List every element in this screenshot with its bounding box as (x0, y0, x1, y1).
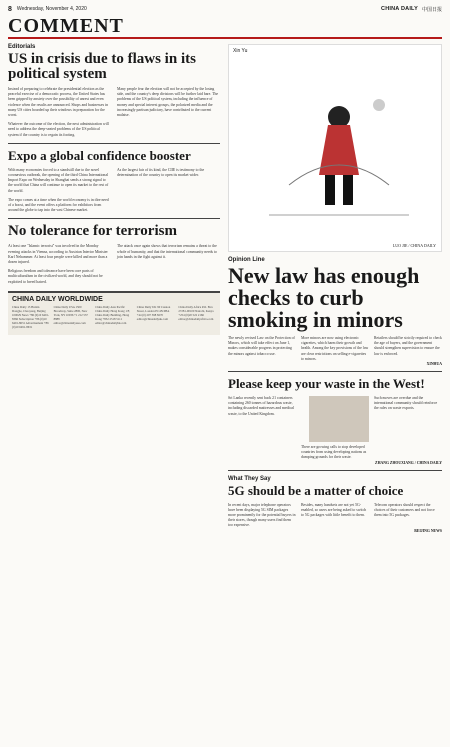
publication-name: CHINA DAILY (381, 6, 418, 12)
editorial-body-1a: Instead of preparing to celebrate the presidential election as the peaceful exercise of a democratic process, the United States has been gripped by anxiety over the possibility of unrest and even violence when the results are announced. Shops and businesses in many US cities boarded up their windows in preparation for the worst. (8, 87, 108, 118)
editorial-cartoon (228, 44, 442, 252)
editorial-body-3a: At least one "Islamic terrorist" was involved in the Monday evening attacks in Vienna, according to Austrian Interior Minister Karl Nehammer. At least four people were killed and more than a dozen injured. (8, 244, 108, 265)
opinion-body-c: Retailers should be strictly required to check the age of buyers, and the government should strengthen supervision to ensure the law is enforced. (374, 336, 442, 356)
footer-title: CHINA DAILY WORLDWIDE (12, 295, 103, 303)
top-bar (8, 5, 442, 13)
footer-column: China Daily 15 Huixin Dongjie, Chaoyang, Beijing 100029 News +86 (0)10 6491-8366 Subscription +86 (0)10 6491-8631 Advertisement +86 (0)10 6491-8631 (12, 304, 50, 329)
whatsay-credit: BEIJING NEWS (414, 528, 442, 533)
letter-body-c: Such moves are overdue and the international community should reinforce the rules on waste exports. (374, 396, 438, 411)
editorials-column (8, 44, 220, 533)
opinion-column (228, 44, 442, 533)
letter-headline: Please keep your waste in the West! (228, 376, 425, 392)
footer-column: China Daily USA 1500 Broadway, Suite 2800, New York, NY 10036 +1 212 537 8888 editor@chinadailyusa.com (53, 304, 88, 325)
opinion-body-b: More minors are now using electronic cigarettes, which harm their growth and health. Among the key provisions of the law are clear restrictions on selling e-cigarettes to minors. (301, 336, 369, 361)
editorial-body-2a: With many economies forced to a standstill due to the novel coronavirus outbreak, the opening of the third China International Import Expo on Wednesday in Shanghai sends a strong signal to the world that China will continue to open its market to the rest of the world. (8, 167, 109, 193)
letter-body-a: Sri Lanka recently sent back 21 containers containing 260 tonnes of hazardous waste, including discarded mattresses and medical waste, to the United Kingdom. (228, 396, 295, 416)
editorial-body-1c: Whatever the outcome of the election, the next administration will need to address the deep-seated problems of the US political system if the country is to regain its footing. (8, 122, 109, 137)
editorials-kicker: Editorials (8, 44, 36, 50)
letter-photo (309, 396, 369, 442)
editorial-headline-1: US in crisis due to flaws in its political system (8, 51, 196, 82)
editorial-body-2c: The expo comes at a time when the world economy is in dire need of a boost, and the event offers a platform for exhibitors from around the globe to tap into the vast Chinese market. (8, 197, 109, 213)
opinion-body-a: The newly revised Law on the Protection of Minors, which will take effect on June 1, makes considerable progress in protecting the minors against tobacco use. (228, 336, 295, 356)
editorial-body-1b: Many people fear the election will not be accepted by the losing side, and the country's deep divisions will be further laid bare. The problems of the US political system, including the influence of money and special interest groups, the polarized media and the increasingly partisan judiciary, have contributed to the current malaise. (117, 87, 219, 118)
whatsay-body-c: Telecom operators should respect the choices of their customers and not force them into 5G packages. (374, 502, 435, 518)
section-masthead: COMMENT (8, 15, 442, 39)
footer-column: China Daily UK 90 Cannon Street, London EC4N 6HA +44 (0) 207 398 8270 editor@chinadailyuk.com (136, 304, 171, 321)
whatsay-body-a: In recent days, major telephone operators have been displaying 5G SIM packages more prominently for the potential buyers in their stores, though many users find them too expensive. (228, 502, 296, 528)
cartoon-illustration (229, 45, 442, 251)
whatsay-headline: 5G should be a matter of choice (228, 482, 404, 498)
page-number: 8 (8, 5, 12, 13)
opinion-kicker: Opinion Line (228, 257, 265, 263)
editorial-headline-2: Expo a global confidence booster (8, 147, 191, 163)
editorial-body-2b: As the largest fair of its kind, the CIIE is testimony to the determination of the country to open its market wider. (117, 167, 205, 178)
issue-date: Wednesday, November 4, 2020 (16, 6, 87, 12)
footer-column: China Daily Africa P.O. Box 27281-00100 Nairobi, Kenya +254 (0)20 522 2166 editor@chinadailyafrica.com (178, 304, 214, 321)
cartoon-label: Xin Yu (233, 48, 248, 54)
letter-credit: ZHANG ZHOUXIANG / CHINA DAILY (375, 460, 442, 465)
letter-body-b: There are growing calls to stop developed countries from using developing nations as dumping grounds for their waste. (301, 396, 369, 461)
opinion-credit: XINHUA (426, 362, 442, 367)
publication-chinese-name: 中国日报 (421, 6, 442, 13)
whatsay-kicker: What They Say (228, 475, 271, 482)
whatsay-body-b: Besides, many handsets are not yet 5G-enabled, so users are being asked to switch to 5G packages with little benefit to them. (301, 502, 367, 518)
contact-footer (8, 291, 220, 335)
editorial-body-3b: The attack once again shows that terrorism remains a threat to the whole of humanity, and that the international community needs to join hands in the fight against it. (117, 244, 217, 259)
opinion-headline: New law has enough checks to curb smoking in minors (228, 263, 420, 332)
footer-column: China Daily Asia Pacific China Daily Hong Kong 1/F, China Daily Building, Hong Kong +852 2518 5111 editor@chinadailyhk.com (95, 304, 130, 325)
editorial-body-3c: Religious freedom and tolerance have been core parts of multiculturalism in the civilized world, and they should not be exploited to breed hatred. (8, 269, 103, 284)
editorial-headline-3: No tolerance for terrorism (8, 223, 177, 240)
cartoon-credit: LUO JIE / CHINA DAILY (392, 243, 436, 248)
